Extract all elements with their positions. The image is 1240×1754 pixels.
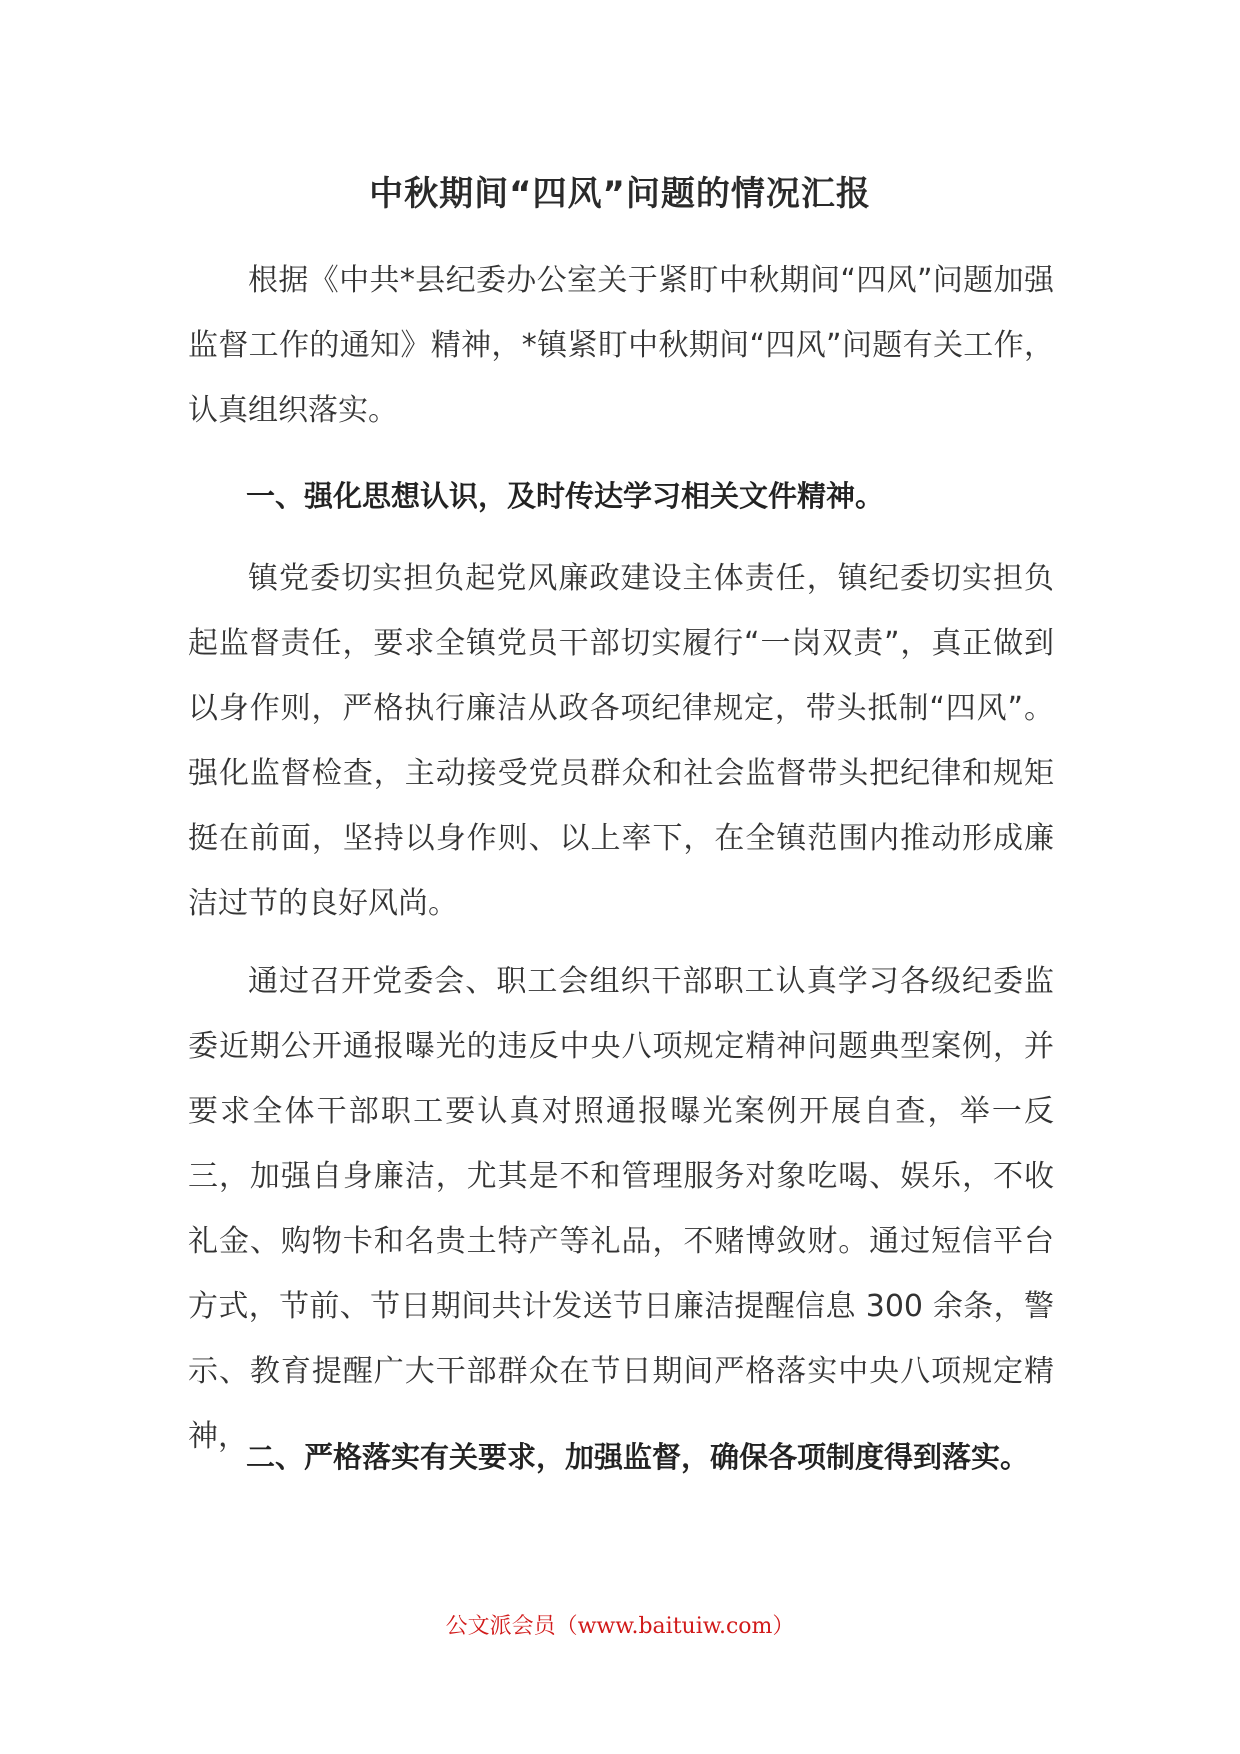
section-1-paragraph-2: 通过召开党委会、职工会组织干部职工认真学习各级纪委监委近期公开通报曝光的违反中央八项规定精神问题典型案例，并要求全体干部职工要认真对照通报曝光案例开展自查，举一反三，加强自身廉洁，尤其是不和管理服务对象吃喝、娱乐，不收礼金、购物卡和名贵土特产等礼品，不赌博敛财。通过短信平台方式，节前、节日期间共计发送节日廉洁提醒信息 300 余条，警示、教育提醒广大干部群众在节日期间严格落实中央八项规定精神， [188,964,1054,1454]
document-title: 中秋期间“四风”问题的情况汇报 [369,174,871,214]
intro-paragraph: 根据《中共*县纪委办公室关于紧盯中秋期间“四风”问题加强监督工作的通知》精神，*镇紧盯中秋期间“四风”问题有关工作，认真组织落实。 [188,263,1054,428]
section-2-heading: 二、严格落实有关要求，加强监督，确保各项制度得到落实。 [246,1440,1030,1474]
section-1-paragraph-1: 镇党委切实担负起党风廉政建设主体责任，镇纪委切实担负起监督责任，要求全镇党员干部切实履行“一岗双责”，真正做到以身作则，严格执行廉洁从政各项纪律规定，带头抵制“四风”。强化监督检查，主动接受党员群众和社会监督带头把纪律和规矩挺在前面，坚持以身作则、以上率下，在全镇范围内推动形成廉洁过节的良好风尚。 [188,561,1054,921]
section-1-heading: 一、强化思想认识，及时传达学习相关文件精神。 [246,479,885,513]
footer-watermark: 公文派会员（www.baituiw.com） [445,1614,795,1639]
